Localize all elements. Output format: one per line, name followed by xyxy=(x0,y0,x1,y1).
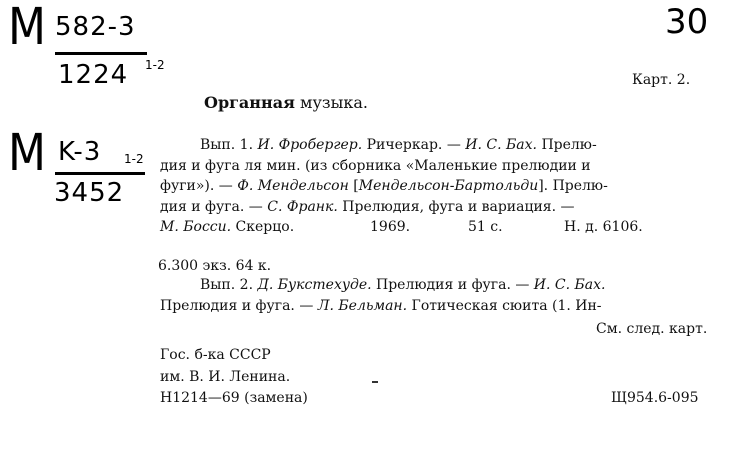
handwritten-card-number: 30 xyxy=(665,2,709,42)
call-number-bottom-1: 1224 xyxy=(58,60,129,90)
index-code: Щ954.6-095 xyxy=(611,390,699,406)
call-number-bottom-2: 3452 xyxy=(54,178,125,208)
call-number-top-1: 582-3 xyxy=(55,12,136,42)
continued-note: См. след. карт. xyxy=(596,321,708,337)
scan-mark xyxy=(372,381,378,383)
entry-1 xyxy=(160,135,705,238)
entry1-line-2: дия и фуга ля мин. (из сборника «Маленькие прелюдии и xyxy=(160,157,591,174)
call-number-rule-2 xyxy=(55,172,145,175)
entry-2 xyxy=(160,275,705,316)
entry2-line-2: Прелюдия и фуга. — Л. Бельман. Готическая сюита (1. Ин- xyxy=(160,297,602,314)
library-line-1: Гос. б-ка СССР xyxy=(160,347,271,363)
print-code: Н1214—69 (замена) xyxy=(160,390,308,406)
call-number-sup-2: 1-2 xyxy=(124,152,144,166)
entry1-line-1: Вып. 1. И. Фробергер. Ричеркар. — И. С. Бах. Прелю- xyxy=(200,137,597,153)
entry1-line-6: 6.300 экз. 64 к. xyxy=(158,258,272,274)
title-rest: музыка. xyxy=(300,93,368,112)
entry1-line-3: фуги»). — Ф. Мендельсон [Мендельсон-Бартольди]. Прелю- xyxy=(160,178,608,194)
entry1-line-5: М. Босси. Скерцо. 1969. 51 с. Н. д. 6106. xyxy=(160,219,643,235)
entry2-line-1: Вып. 2. Д. Букстехуде. Прелюдия и фуга. — И. С. Бах. xyxy=(200,277,606,293)
call-letter-2: M xyxy=(8,124,46,183)
title-bold: Органная xyxy=(204,93,295,112)
card-title xyxy=(204,93,368,113)
call-number-top-2: K-3 xyxy=(58,137,102,167)
card-label: Карт. 2. xyxy=(632,72,691,88)
call-number-rule-1 xyxy=(55,52,147,55)
library-line-2: им. В. И. Ленина. xyxy=(160,369,291,385)
entry1-line-4: дия и фуга. — С. Франк. Прелюдия, фуга и вариация. — xyxy=(160,198,575,215)
call-number-sup-1: 1-2 xyxy=(145,58,165,72)
call-letter-1: M xyxy=(8,0,46,57)
